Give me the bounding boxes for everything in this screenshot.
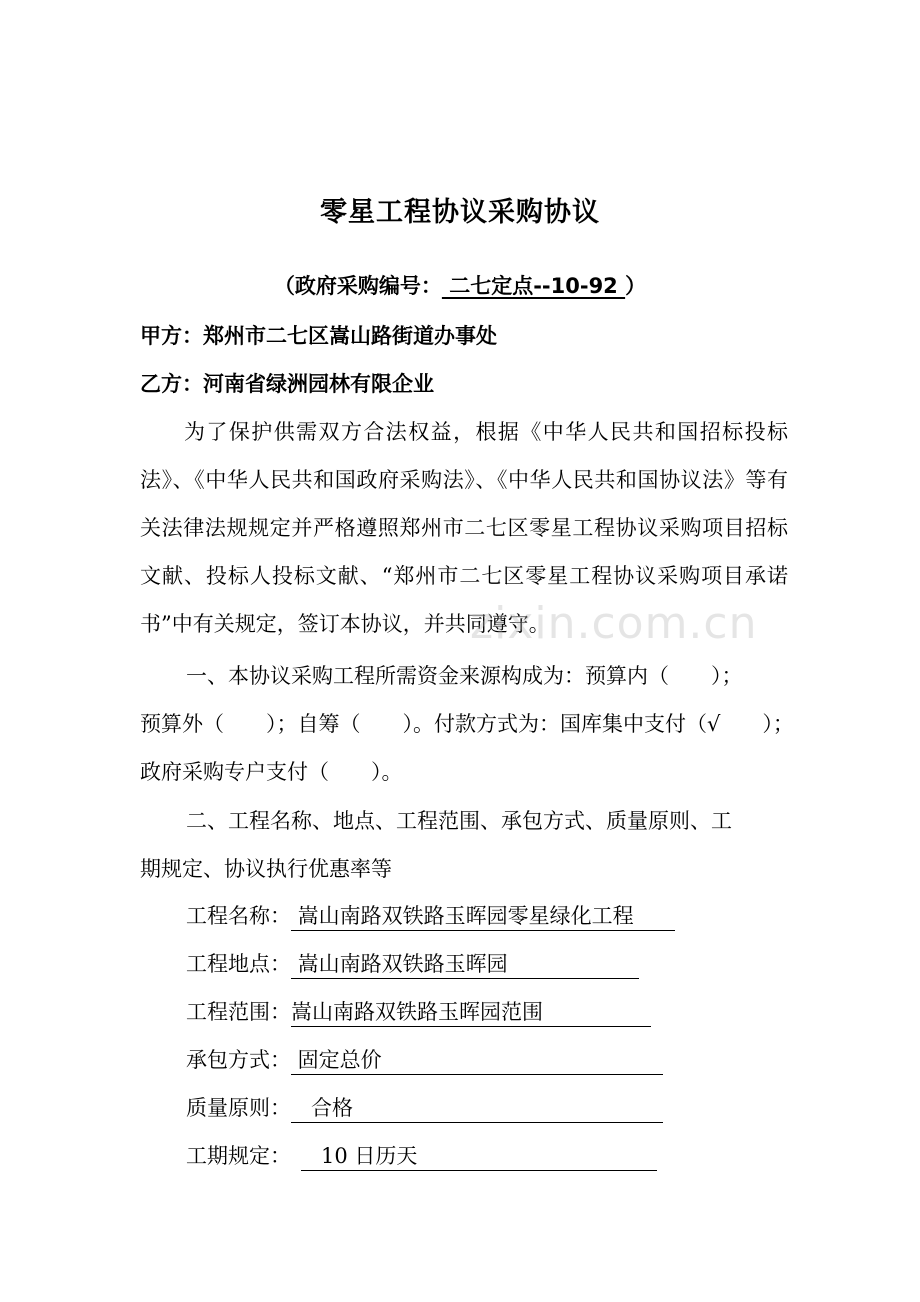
field-label: 质量原则： [186, 1096, 291, 1120]
field-value: 嵩山南路双铁路玉晖园 [291, 951, 639, 979]
field-project-location [186, 948, 639, 979]
field-value: 固定总价 [291, 1047, 663, 1075]
watermark: zixin.com.cn [470, 598, 758, 649]
field-value: 10 日历天 [301, 1143, 657, 1171]
party-a: 甲方：郑州市二七区嵩山路街道办事处 [140, 324, 497, 348]
section-2-line-1: 二、工程名称、地点、工程范围、承包方式、质量原则、工 [186, 809, 732, 833]
document-title: 零星工程协议采购协议 [320, 197, 600, 228]
field-label: 工期规定： [186, 1144, 291, 1168]
section-1-line-3: 政府采购专户支付（ ）。 [140, 760, 403, 784]
field-value: 嵩山南路双铁路玉晖园零星绿化工程 [291, 903, 675, 931]
intro-paragraph: 为了保护供需双方合法权益，根据《中华人民共和国招标投标法》、《中华人民共和国政府采购法》、《中华人民共和国协议法》等有关法律法规规定并严格遵照郑州市二七区零星工程协议采购项目招标文献、投标人投标文献、“郑州市二七区零星工程协议采购项目承诺书”中有关规定，签订本协议，并共同遵守。 [140, 420, 788, 636]
field-label: 承包方式： [186, 1048, 291, 1072]
field-duration [186, 1140, 657, 1171]
procurement-number [0, 270, 920, 300]
field-quality-standard [186, 1092, 663, 1123]
field-value: 嵩山南路双铁路玉晖园范围 [291, 999, 651, 1027]
field-label: 工程范围： [186, 1000, 291, 1024]
procurement-number-suffix: ） [625, 274, 647, 298]
procurement-number-code: 二七定点--10-92 [441, 274, 626, 298]
procurement-number-prefix: （政府采购编号： [273, 274, 442, 298]
party-b: 乙方：河南省绿洲园林有限企业 [140, 372, 434, 396]
field-label: 工程地点： [186, 952, 291, 976]
section-1-line-2: 预算外（ ）；自筹（ ）。付款方式为：国库集中支付（√ ）； [140, 712, 794, 736]
section-1-line-1: 一、本协议采购工程所需资金来源构成为：预算内（ ）； [186, 664, 743, 688]
field-contract-method [186, 1044, 663, 1075]
field-project-name [186, 900, 675, 931]
field-value: 合格 [291, 1095, 663, 1123]
section-2-line-2: 期规定、协议执行优惠率等 [140, 857, 392, 881]
field-project-scope [186, 996, 651, 1027]
field-label: 工程名称： [186, 904, 291, 928]
